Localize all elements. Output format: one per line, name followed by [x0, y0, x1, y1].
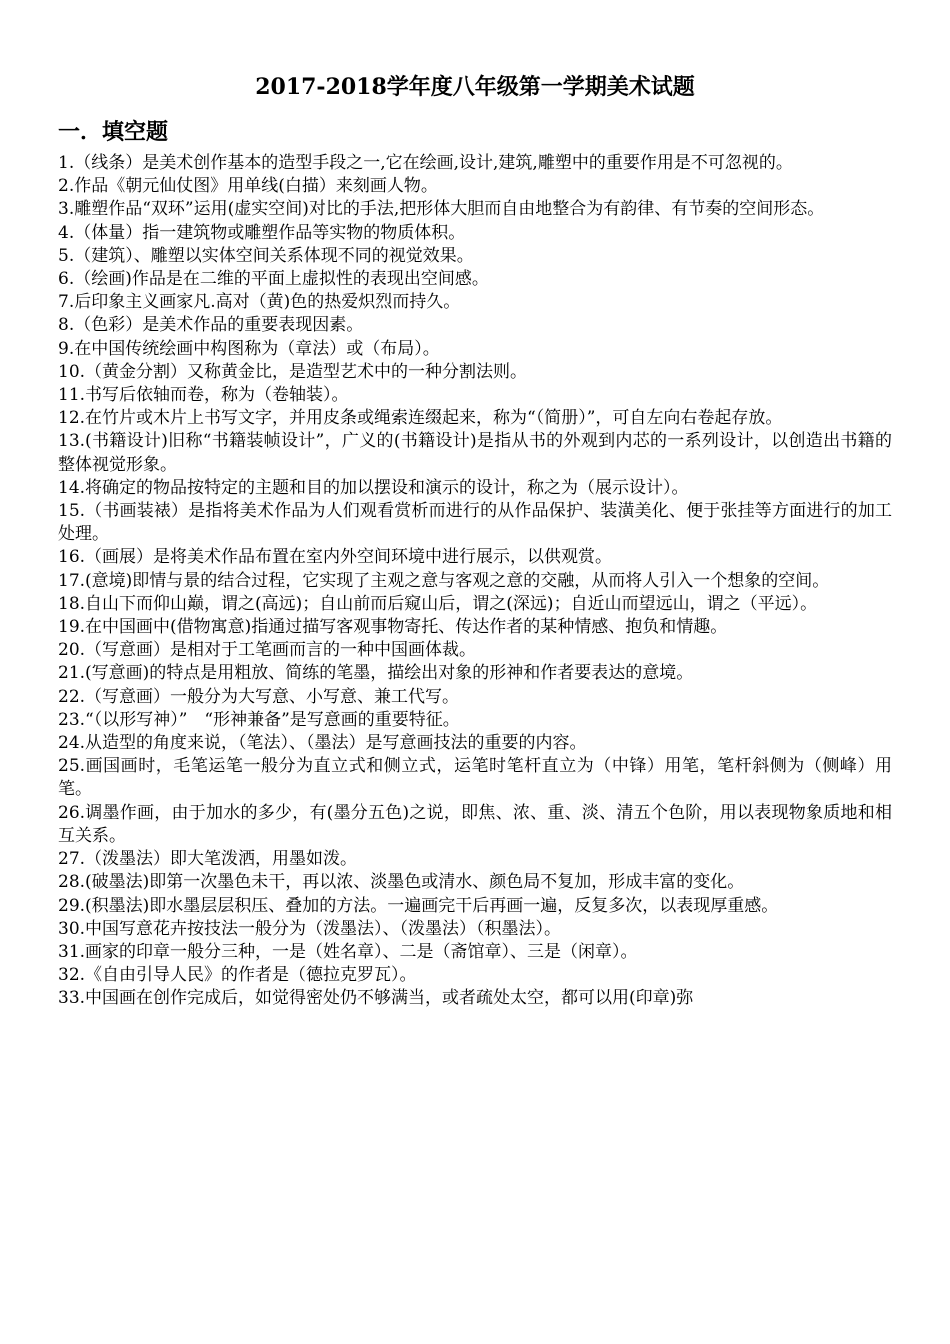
question-item: 18.自山下而仰山巅，谓之(高远)；自山前而后窥山后，谓之(深远)；自近山而望远山，谓之（平远）。: [58, 593, 818, 614]
question-item: 32.《自由引导人民》的作者是（德拉克罗瓦）。: [58, 965, 417, 986]
question-item: 29.(积墨法)即水墨层层积压、叠加的方法。一遍画完干后再画一遍，反复多次，以表现厚重感。: [58, 895, 779, 916]
question-item: 33.中国画在创作完成后，如觉得密处仍不够满当，或者疏处太空，都可以用(印章)弥: [58, 988, 694, 1009]
section-heading-fill-in-blank: 一．填空题: [58, 119, 169, 145]
question-item: 16.（画展）是将美术作品布置在室内外空间环境中进行展示，以供观赏。: [58, 547, 613, 568]
question-item: 17.(意境)即情与景的结合过程，它实现了主观之意与客观之意的交融，从而将人引入一个想象的空间。: [58, 570, 830, 591]
question-item: 9.在中国传统绘画中构图称为（章法）或（布局）。: [58, 338, 440, 359]
question-item: 20.（写意画）是相对于工笔画而言的一种中国画体裁。: [58, 640, 477, 661]
question-item: 7.后印象主义画家凡.高对（黄)色的热爱炽烈而持久。: [58, 292, 461, 313]
question-item: 1.（线条）是美术创作基本的造型手段之一,它在绘画,设计,建筑,雕塑中的重要作用是不可忽视的。: [58, 153, 793, 173]
question-item: 3.雕塑作品“双环”运用(虚实空间)对比的手法,把形体大胆而自由地整合为有韵律、有节奏的空间形态。: [58, 199, 825, 220]
question-item: 31.画家的印章一般分三种，一是（姓名章）、二是（斋馆章）、三是（闲章）。: [58, 941, 638, 962]
question-item: 26.调墨作画，由于加水的多少，有(墨分五色)之说，即焦、浓、重、淡、清五个色阶，用以表现物象质地和相互关系。: [58, 802, 892, 846]
question-item: 27.（泼墨法）即大笔泼洒，用墨如泼。: [58, 849, 358, 870]
question-item: 2.作品《朝元仙仗图》用单线(白描）来刻画人物。: [58, 176, 438, 197]
question-item: 19.在中国画中(借物寓意)指通过描写客观事物寄托、传达作者的某种情感、抱负和情趣。: [58, 617, 728, 638]
question-item: 10.（黄金分割）又称黄金比，是造型艺术中的一种分割法则。: [58, 361, 528, 382]
question-item: 8.（色彩）是美术作品的重要表现因素。: [58, 315, 364, 336]
question-item: 22.（写意画）一般分为大写意、小写意、兼工代写。: [58, 686, 460, 707]
question-item: 12.在竹片或木片上书写文字，并用皮条或绳索连缀起来，称为“（简册）”，可自左向右卷起存放。: [58, 408, 783, 429]
question-item: 13.(书籍设计)旧称“书籍装帧设计”，广义的(书籍设计)是指从书的外观到内芯的一系列设计，以创造出书籍的整体视觉形象。: [58, 431, 892, 475]
question-item: 15.（书画装裱）是指将美术作品为人们观看赏析而进行的从作品保护、装潢美化、便于张挂等方面进行的加工处理。: [58, 501, 892, 545]
question-item: 30.中国写意花卉按技法一般分为（泼墨法）、（泼墨法）（积墨法）。: [58, 918, 562, 939]
question-item: 24.从造型的角度来说，（笔法）、（墨法）是写意画技法的重要的内容。: [58, 733, 587, 754]
question-item: 21.(写意画)的特点是用粗放、简练的笔墨，描绘出对象的形神和作者要表达的意境。: [58, 663, 694, 684]
question-item: 4.（体量）指一建筑物或雕塑作品等实物的物质体积。: [58, 222, 466, 243]
document-title: 2017-2018学年度八年级第一学期美术试题: [255, 74, 695, 100]
question-item: 5.（建筑）、雕塑以实体空间关系体现不同的视觉效果。: [58, 245, 474, 266]
question-list: [58, 152, 892, 1011]
question-item: 25.画国画时，毛笔运笔一般分为直立式和侧立式，运笔时笔杆直立为（中锋）用笔，笔杆斜侧为（侧峰）用笔。: [58, 756, 892, 800]
question-item: 28.(破墨法)即第一次墨色未干，再以浓、淡墨色或清水、颜色局不复加，形成丰富的变化。: [58, 872, 745, 893]
question-item: 23.“（以形写神）” “形神兼备”是写意画的重要特征。: [58, 709, 460, 730]
question-item: 6.（绘画)作品是在二维的平面上虚拟性的表现出空间感。: [58, 269, 489, 290]
question-item: 11.书写后依轴而卷，称为（卷轴装）。: [58, 385, 349, 406]
question-item: 14.将确定的物品按特定的主题和目的加以摆设和演示的设计，称之为（展示设计）。: [58, 477, 689, 498]
